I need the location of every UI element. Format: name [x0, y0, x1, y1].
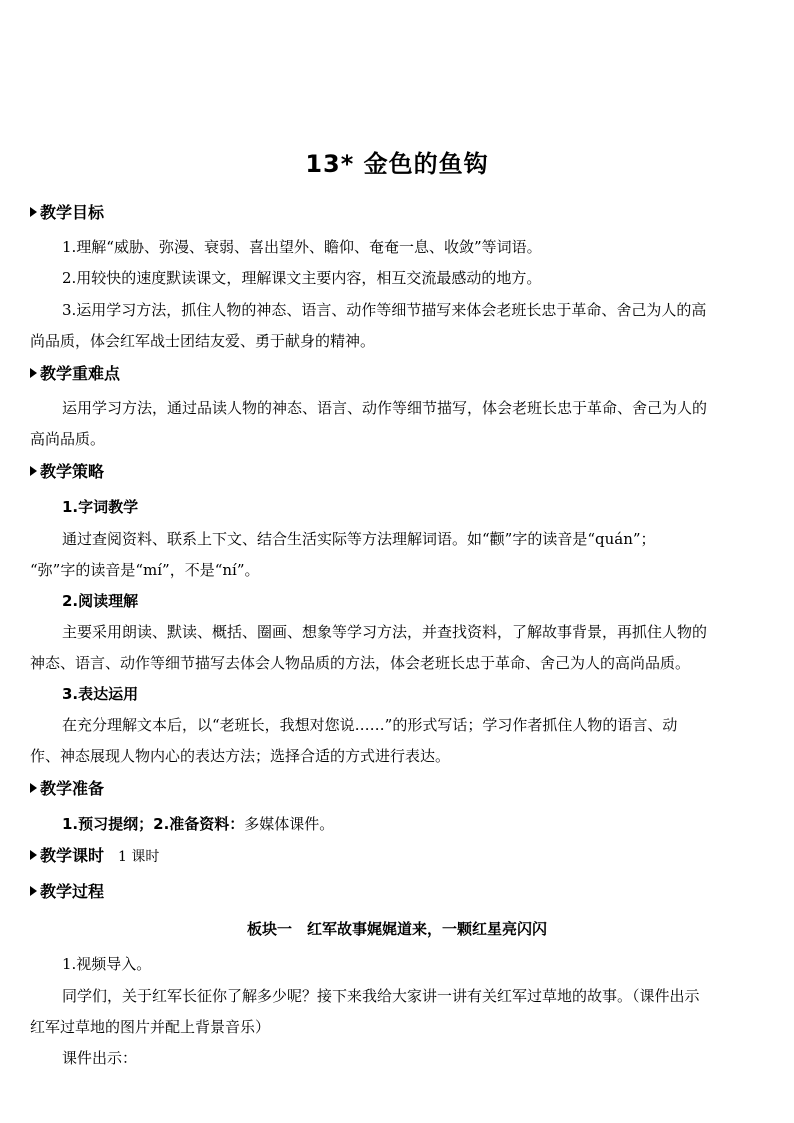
goal-item-2: 2.用较快的速度默读课文，理解课文主要内容，相互交流最感动的地方。: [62, 269, 542, 287]
triangle-bullet-icon: [30, 783, 37, 793]
section-heading-strategy: [30, 462, 760, 482]
triangle-bullet-icon: [30, 466, 37, 476]
preparation-bold: 1.预习提纲；2.准备资料：: [62, 815, 245, 833]
section-heading-preparation: [30, 779, 760, 799]
process-line-4: 课件出示：: [62, 1049, 138, 1067]
section-heading-key-points: [30, 364, 760, 384]
key-points-line-1: 运用学习方法，通过品读人物的神态、语言、动作等细节描写，体会老班长忠于革命、舍己为人的: [62, 399, 708, 417]
strategy-sub1-line-1: 通过查阅资料、联系上下文、结合生活实际等方法理解词语。如“颧”字的读音是“quán”；: [62, 530, 656, 548]
goal-item-3-cont: 尚品质，体会红军战士团结友爱、勇于献身的精神。: [30, 332, 376, 350]
triangle-bullet-icon: [30, 850, 37, 860]
heading-text: 教学策略: [40, 462, 105, 481]
preparation-line: [62, 814, 760, 834]
heading-text: 教学准备: [40, 779, 105, 798]
strategy-sub2-line-1: 主要采用朗读、默读、概括、圈画、想象等学习方法，并查找资料，了解故事背景，再抓住人物的: [62, 623, 708, 641]
process-line-3: 红军过草地的图片并配上背景音乐）: [30, 1018, 271, 1036]
heading-text: 教学过程: [40, 882, 105, 901]
heading-text: 教学重难点: [40, 364, 121, 383]
heading-text: 教学课时: [40, 846, 105, 865]
strategy-sub1-title: 1.字词教学: [62, 498, 139, 516]
strategy-sub2-title: 2.阅读理解: [62, 592, 139, 610]
section-heading-goals: [30, 203, 760, 223]
strategy-sub1-line-2: “弥”字的读音是“mí”，不是“ní”。: [30, 561, 260, 579]
hours-value: 1 课时: [118, 849, 160, 865]
process-line-2: 同学们，关于红军长征你了解多少呢？接下来我给大家讲一讲有关红军过草地的故事。（课件出示: [62, 987, 700, 1005]
triangle-bullet-icon: [30, 207, 37, 217]
process-line-1: 1.视频导入。: [62, 955, 152, 973]
strategy-sub3-line-2: 作、神态展现人物内心的表达方法；选择合适的方式进行表达。: [30, 747, 451, 765]
strategy-sub3-title: 3.表达运用: [62, 685, 139, 703]
heading-text: 教学目标: [40, 203, 105, 222]
triangle-bullet-icon: [30, 886, 37, 896]
key-points-line-2: 高尚品质。: [30, 430, 106, 448]
goal-item-3: 3.运用学习方法，抓住人物的神态、语言、动作等细节描写来体会老班长忠于革命、舍己为人的高: [62, 301, 707, 319]
process-block-title: 板块一 红军故事娓娓道来，一颗红星亮闪闪: [246, 920, 547, 938]
strategy-sub3-line-1: 在充分理解文本后，以“老班长，我想对您说……”的形式写话；学习作者抓住人物的语言、动: [62, 716, 678, 734]
triangle-bullet-icon: [30, 368, 37, 378]
goal-item-1: 1.理解“威胁、弥漫、衰弱、喜出望外、瞻仰、奄奄一息、收敛”等词语。: [62, 238, 542, 256]
strategy-sub2-line-2: 神态、语言、动作等细节描写去体会人物品质的方法，体会老班长忠于革命、舍己为人的高尚品质。: [30, 654, 691, 672]
section-heading-hours: [30, 846, 760, 867]
section-heading-process: [30, 882, 760, 902]
page-title: 13* 金色的鱼钩: [305, 150, 489, 178]
preparation-rest: 多媒体课件。: [244, 815, 335, 833]
